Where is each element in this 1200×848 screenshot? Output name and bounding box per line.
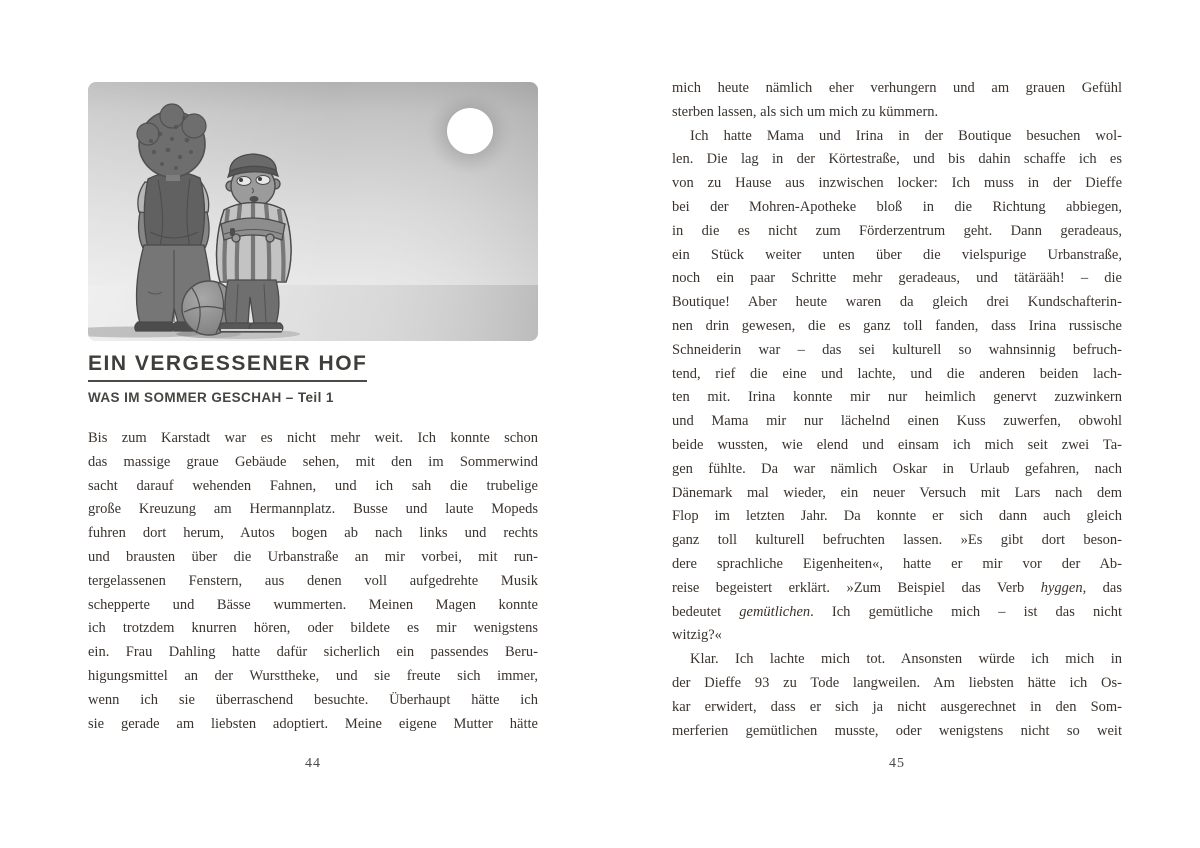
text-line: ich trotzdem knurren hören, oder bildete es mir wenigstens xyxy=(88,620,538,637)
text-line: len. Die lag in der Körtestraße, und bis dahin schaffe ich es xyxy=(672,151,1122,168)
body-text-left xyxy=(88,427,538,736)
text-line: ein Stück weiter unten über die vielspurige Urbanstraße, xyxy=(672,246,1122,263)
text-line: Dänemark mal wieder, ein neuer Versuch mit Lars nach dem xyxy=(672,484,1122,501)
page-number-right: 45 xyxy=(889,756,905,771)
page-number-left: 44 xyxy=(305,756,321,771)
text-line: ganz toll kulturell befruchten lassen. »Es gibt dort beson- xyxy=(672,532,1122,549)
text-line: Ich hatte Mama und Irina in der Boutique besuchen wol- xyxy=(690,127,1122,144)
text-line: Bis zum Karstadt war es nicht mehr weit. Ich konnte schon xyxy=(88,430,538,446)
page-left xyxy=(88,0,538,848)
text-line: kar erwidert, dass er sich ja nicht ausgerechnet in den Som- xyxy=(672,698,1122,715)
illustration-drawing xyxy=(88,82,538,341)
text-line: der Dieffe 93 zu Tode langweilen. Am liebsten hätte ich Os- xyxy=(672,674,1122,691)
text-line: das massige graue Gebäude sehen, mit den im Sommerwind xyxy=(88,453,538,470)
text-line: higungsmittel an der Wursttheke, und sie freute sich immer, xyxy=(88,667,538,684)
text-line: und Mama mir nur lächelnd einen Kuss zuwerfen, obwohl xyxy=(672,413,1122,430)
text-line: ten mit. Irina konnte mir nur heimlich genervt zuzwinkern xyxy=(672,389,1122,406)
text-line: merferien gemütlichen musste, oder wenigstens nicht so weit xyxy=(672,722,1122,739)
body-text-right xyxy=(672,77,1122,743)
text-line: schepperte und Bässe wummerten. Meinen Magen konnte xyxy=(88,596,538,613)
text-line: Boutique! Aber heute waren da gleich drei Kundschafterin- xyxy=(672,294,1122,311)
text-line: tend, rief die eine und lachte, und die anderen beiden lach- xyxy=(672,365,1122,382)
text-line: große Kreuzung am Hermannplatz. Busse und laute Mopeds xyxy=(88,501,538,518)
text-line: mich heute nämlich eher verhungern und am grauen Gefühl xyxy=(672,80,1122,96)
text-line: beide wussten, wie elend und einsam ich mich seit zwei Ta- xyxy=(672,436,1122,453)
chapter-title: EIN VERGESSENER HOF xyxy=(88,352,367,382)
text-line: fuhren dort herum, Autos bogen ab nach links und rechts xyxy=(88,525,538,542)
chapter-header xyxy=(88,352,538,405)
text-line: sterben lassen, als sich um mich zu kümmern. xyxy=(672,103,939,120)
chapter-subtitle: WAS IM SOMMER GESCHAH – Teil 1 xyxy=(88,390,334,405)
text-line: in die es nicht zum Förderzentrum geht. Dann geradeaus, xyxy=(672,222,1122,239)
page-right xyxy=(672,0,1122,848)
text-line: sacht darauf wehenden Fahnen, und ich sah die trubelige xyxy=(88,477,538,494)
text-line: nen drin gewesen, die es ganz toll fanden, dass Irina russische xyxy=(672,317,1122,334)
text-line: Schneiderin war – das sei kulturell so wahnsinnig befruch- xyxy=(672,341,1122,358)
text-line: reise begeistert erklärt. »Zum Beispiel das Verb hyggen, das xyxy=(672,579,1122,596)
text-line: wenn ich sie überraschend besuchte. Überhaupt hätte ich xyxy=(88,691,538,708)
text-line: gen fühlte. Da war nämlich Oskar in Urlaub gefahren, nach xyxy=(672,460,1122,477)
text-line: ein. Frau Dahling hatte dafür sicherlich ein passendes Beru- xyxy=(88,644,538,661)
text-line: dere sprachliche Eigenheiten«, hatte er mir vor der Ab- xyxy=(672,555,1122,572)
text-line: von zu Hause aus inzwischen locker: Ich muss in der Dieffe xyxy=(672,175,1122,192)
text-line: bei der Mohren-Apotheke bloß in die Richtung abbiegen, xyxy=(672,198,1122,215)
text-line: Flop im letzten Jahr. Da konnte er sich dann auch gleich xyxy=(672,508,1122,525)
text-line: tergelassenen Fenstern, aus denen voll aufgedrehte Musik xyxy=(88,572,538,589)
text-line: und brausten über die Urbanstraße an mir vorbei, mit run- xyxy=(88,548,538,565)
text-line: noch ein paar Schritte mehr geradeaus, und tätärääh! – die xyxy=(672,270,1122,287)
text-line: bedeutet gemütlichen. Ich gemütliche mich – ist das nicht xyxy=(672,603,1122,620)
text-line: sie gerade am liebsten adoptiert. Meine eigene Mutter hätte xyxy=(88,715,538,732)
text-line: witzig?« xyxy=(672,627,722,644)
sun xyxy=(426,87,514,175)
text-line: Klar. Ich lachte mich tot. Ansonsten würde ich mich in xyxy=(690,651,1122,668)
chapter-illustration xyxy=(88,82,538,341)
